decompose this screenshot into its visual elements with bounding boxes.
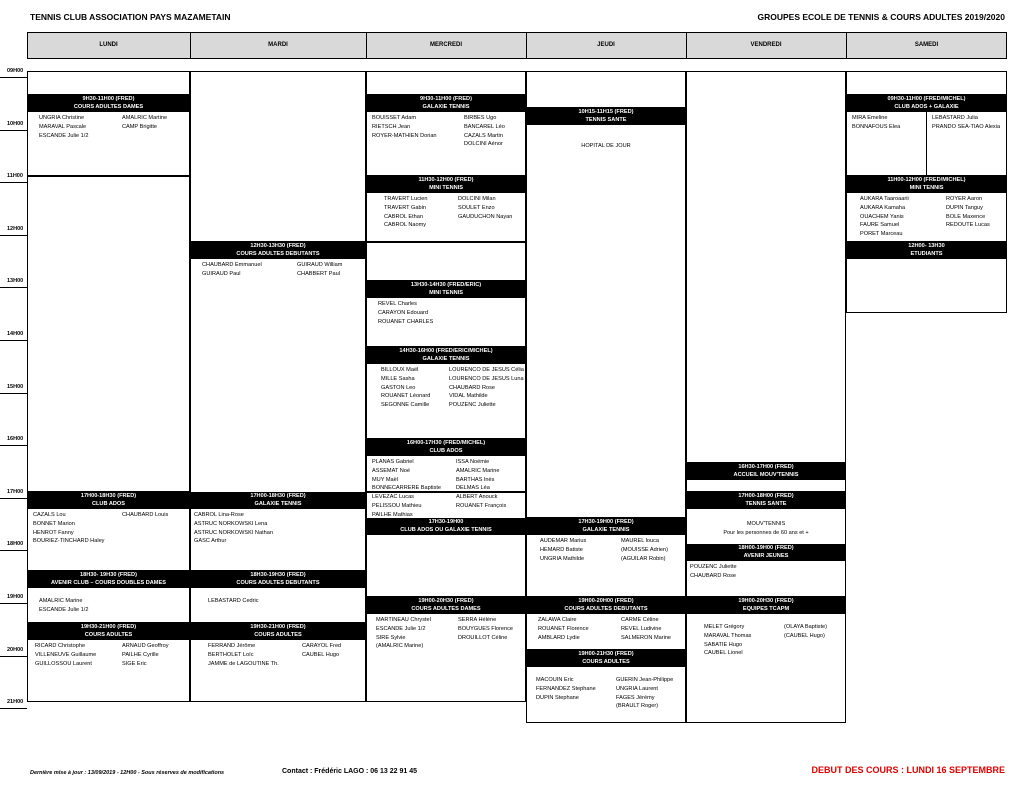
member-name: MAUREL louca [621,538,660,544]
member-name: BOLE Maxence [946,213,986,220]
hour-label: 11H00 [7,173,23,180]
member-name: AMALRIC Marine [39,598,83,604]
day-label-vendredi: VENDREDI [750,42,782,48]
member-name: BOUYGUES Florence [458,625,514,632]
member-name: VIDAL Mathilde [449,393,488,400]
member-name: ESCANDE Julie 1/2 [376,625,426,632]
hour-label: 12H00 [7,225,24,232]
mercredi-galaxie-tennis-2-time: 14H30-16H00 (FRED/ERIC/MICHEL) [366,347,526,355]
update-note: Dernière mise à jour : 13/09/2019 - 12H00 - Sous réserves de modifications [30,770,225,776]
column-divider [926,112,927,176]
member-name: GASC Arthur [194,538,227,545]
member-name: PRANDO SEA-TIAO Alexia [932,123,1001,130]
member-name: DELMAS Léa [456,485,490,492]
member-name: DUPIN Stephane [536,694,579,701]
hour-tick [0,708,27,709]
member-name: BONNET Marion [33,520,75,527]
member-name: GAUDUCHON Nayan [458,213,513,220]
mardi-cours-adultes-time: 19H30-21H00 (FRED) [190,623,366,631]
vendredi-equipes-tcapm-title: EQUIPES TCAPM [686,605,846,614]
day-separator [366,32,367,59]
member-name: GASTON Leo [381,384,416,391]
member-name: CABROL Lina-Rose [194,512,244,518]
hour-label: 20H00 [7,646,24,653]
member-name: DOLCINI Aénor [464,141,503,148]
vendredi-accueil-mouv-tennis-title: ACCUEIL MOUV'TENNIS [686,471,846,480]
member-name: RICARD Christophe [35,643,86,649]
member-name: CABROL Naomy [384,222,427,229]
member-name: PLANAS Gabriel [372,459,414,465]
vendredi-equipes-tcapm-time: 19H00-20H30 (FRED) [686,597,846,605]
member-name: VILLENEUVE Guillaume [35,651,97,658]
age-note: Pour les personnes de 60 ans et + [723,530,809,536]
member-name: CAMP Brigitte [122,123,158,130]
member-name: FERRAND Jérôme [208,643,256,649]
member-name: ESCANDE Julie 1/2 [39,606,89,613]
member-name: ESCANDE Julie 1/2 [39,132,89,139]
day-label-jeudi: JEUDI [597,42,615,48]
member-name: UNGRIA Laurent [616,685,658,692]
member-name: PAILHE Cyrille [122,651,159,658]
hour-label: 15H00 [7,383,24,390]
samedi-mini-tennis-title: MINI TENNIS [846,184,1007,193]
mercredi-club-ados-ou-galaxie-title: CLUB ADOS OU GALAXIE TENNIS [366,526,526,535]
hour-label: 14H00 [7,331,24,337]
mardi-galaxie-tennis-time: 17H00-18H30 (FRED) [190,492,366,500]
mercredi-mini-tennis-time: 11H30-12H00 (FRED) [366,176,526,184]
hour-tick [0,498,27,499]
lundi-cours-adultes-dames-title: COURS ADULTES DAMES [27,103,190,112]
jeudi-cours-adultes-title: COURS ADULTES [526,658,686,667]
empty-slot [526,71,686,108]
member-name: MUY Maël [372,476,399,483]
member-name: HEMARD Batiste [540,546,583,553]
member-name: ARNAUD Geoffroy [122,643,169,649]
hour-tick [0,550,27,551]
samedi-club-ados-galaxie-title: CLUB ADOS + GALAXIE [846,103,1007,112]
member-name: CARAYOL Fred [302,643,342,649]
mercredi-galaxie-tennis-2-title: GALAXIE TENNIS [366,355,526,364]
member-name: BILLOUX Maël [381,367,419,373]
samedi-etudiants-title: ETUDIANTS [846,250,1007,259]
member-name: ROYER Aaron [946,196,983,202]
member-name: BERTHOLET Loïc [208,651,254,658]
member-name: BOUISSET Adam [372,115,417,121]
member-name: TRAVERT Gabin [384,204,426,211]
member-name: CHAUBARD Rose [690,572,737,579]
mouv-tennis-note: MOUV'TENNIS [746,521,786,527]
member-name: BANCAREL Léo [464,123,505,130]
member-name: FAGES Jérémy [616,694,655,701]
vendredi-accueil-mouv-tennis-time: 16H30-17H00 (FRED) [686,463,846,471]
hour-tick [0,77,27,78]
member-name: MACOUIN Eric [536,677,574,683]
member-name: CHABBERT Paul [297,270,341,277]
hour-tick [0,287,27,288]
member-name: MARAVAL Thomas [704,632,752,639]
empty-slot [686,71,846,463]
member-name: CARME Céline [621,617,659,623]
mardi-cours-adultes-debutants-2-title: COURS ADULTES DEBUTANTS [190,579,366,588]
hour-tick [0,340,27,341]
member-name: AUKARA Taaroaarii [860,196,909,202]
slot-vendredi-4 [686,597,846,723]
member-name: OUACHEM Yanis [860,213,904,220]
lundi-cours-adultes-title: COURS ADULTES [27,631,190,640]
member-name: FAURE Samuel [860,222,900,229]
slot-jeudi-1 [526,108,686,518]
member-name: ASTRUC NORKOWSKI Lena [194,520,268,527]
member-name: SEGONNE Camille [381,402,430,409]
member-name: POUZENC Juliette [449,402,496,409]
member-name: BONNAFOUS Elea [852,123,901,130]
member-name: ROUANET CHARLES [378,318,434,325]
lundi-cours-adultes-dames-time: 9H30-11H00 (FRED) [27,95,190,103]
mardi-cours-adultes-debutants-2-time: 18H30-19H30 (FRED) [190,571,366,579]
mardi-cours-adultes-debutants-title: COURS ADULTES DEBUTANTS [190,250,366,259]
empty-slot [366,71,526,95]
mercredi-club-ados-ou-galaxie-time: 17H30-19H00 [366,518,526,526]
member-name: MARTINEAU Chrystel [376,617,431,623]
empty-slot [366,242,526,281]
member-name: FERNANDEZ Stephane [536,685,596,692]
member-name: CHAUBARD Louis [122,512,169,518]
member-name: (OLAYA Baptiste) [784,624,828,630]
mercredi-mini-tennis-2-title: MINI TENNIS [366,289,526,298]
jeudi-tennis-sante-time: 10H15-11H15 (FRED) [526,108,686,116]
member-name: MILLE Sasha [381,375,415,382]
member-name: ASSEMAT Noé [372,467,411,474]
course-start-notice: DEBUT DES COURS : LUNDI 16 SEPTEMBRE [811,765,1005,775]
member-name: UNGRIA Christine [39,115,85,121]
member-name: ROUANET Léonard [381,393,431,400]
member-name: CHAUBARD Rose [449,384,496,391]
member-name: AMALRIC Martine [122,115,168,121]
member-name: UNGRIA Mathilde [540,555,585,562]
mardi-cours-adultes-debutants-time: 12H30-13H30 (FRED) [190,242,366,250]
lundi-avenir-club-time: 18H30- 19H30 (FRED) [27,571,190,579]
contact-info: Contact : Frédéric LAGO : 06 13 22 91 45 [282,768,417,775]
day-separator [190,32,191,59]
member-name: ALBERT Anouck [456,494,498,501]
day-separator [846,32,847,59]
jeudi-galaxie-tennis-title: GALAXIE TENNIS [526,526,686,535]
member-name: SIGE Eric [122,660,147,667]
member-name: PAILHE Mathias [372,511,413,518]
mercredi-galaxie-tennis-time: 9H30-11H00 (FRED) [366,95,526,103]
member-name: DOLCINI Milan [458,196,496,202]
club-name: TENNIS CLUB ASSOCIATION PAYS MAZAMETAIN [30,12,231,22]
empty-slot [27,176,190,492]
mercredi-club-ados-title: CLUB ADOS [366,447,526,456]
member-name: BIRBES Ugo [464,115,497,121]
member-name: ROUANET Florence [538,625,589,632]
mercredi-galaxie-tennis-title: GALAXIE TENNIS [366,103,526,112]
member-name: LEBASTARD Julia [932,115,978,121]
vendredi-tennis-sante-time: 17H00-18H00 (FRED) [686,492,846,500]
member-name: MIRA Emeline [852,115,888,121]
member-name: CHAUBARD Emmanuel [202,262,262,268]
hour-label: 21H00 [7,699,24,706]
document-title: GROUPES ECOLE DE TENNIS & COURS ADULTES 2019/2020 [757,12,1005,22]
day-label-samedi: SAMEDI [914,42,939,48]
member-name: GUIRAUD William [297,262,343,268]
member-name: AMALRIC Marine [456,467,500,474]
member-name: DROUILLOT Céline [458,634,508,641]
member-name: POUZENC Juliette [690,564,737,570]
lundi-cours-adultes-time: 19H30-21H00 (FRED) [27,623,190,631]
hour-label: 09H00 [7,68,24,74]
jeudi-tennis-sante-title: TENNIS SANTE [526,116,686,125]
member-name: (MOUISSE Adrien) [621,546,668,553]
empty-slot [190,71,366,242]
member-name: GUILLOSSOU Laurent [35,660,92,667]
hour-tick [0,393,27,394]
member-name: HENROT Fanny [33,529,74,536]
hour-label: 17H00 [7,488,24,495]
member-name: SOULET Enzo [458,204,495,211]
hour-label: 16H00 [7,436,24,443]
member-name: SIRE Sylvie [376,634,406,641]
member-name: CAZALS Lou [33,512,66,518]
jeudi-cours-adultes-time: 19H00-21H30 (FRED) [526,650,686,658]
member-name: (AGUILAR Robin) [621,555,666,562]
member-name: TRAVERT Lucien [384,196,428,202]
member-name: REVEL Charles [378,301,417,307]
lundi-club-ados-title: CLUB ADOS [27,500,190,509]
mardi-galaxie-tennis-title: GALAXIE TENNIS [190,500,366,509]
lundi-avenir-club-title: AVENIR CLUB – COURS DOUBLES DAMES [27,579,190,588]
member-name: RIETSCH Jean [372,123,411,130]
day-label-lundi: LUNDI [99,42,118,48]
hour-tick [0,182,27,183]
member-name: LEVEZAC Lucas [372,494,414,501]
empty-slot [27,71,190,95]
member-name: JAMME de LAGOUTINE Th. [208,660,279,667]
hour-tick [0,130,27,131]
empty-slot [846,71,1007,95]
member-name: SABATIE Hugo [704,641,743,648]
jeudi-cours-adultes-debutants-title: COURS ADULTES DEBUTANTS [526,605,686,614]
hour-tick [0,445,27,446]
member-name: LOURENCO DE JESUS Luna [449,375,524,382]
hospital-note: HOPITAL DE JOUR [581,143,631,149]
member-name: PORET Marceau [860,231,903,238]
member-name: CAUBEL Hugo [302,651,340,658]
hour-tick [0,603,27,604]
hour-label: 13H00 [7,278,24,285]
day-separator [526,32,527,59]
hour-label: 18H00 [7,541,24,548]
mardi-cours-adultes-title: COURS ADULTES [190,631,366,640]
mercredi-cours-adultes-dames-time: 19H00-20H30 (FRED) [366,597,526,605]
member-name: DUPIN Tanguy [946,204,983,211]
member-name: CAZALS Martin [464,132,503,139]
member-name: (BRAULT Roger) [616,703,659,710]
member-name: CARAYON Edouard [378,309,428,316]
day-label-mercredi: MERCREDI [429,42,462,48]
member-name: ASTRUC NORKOWSKI Nathan [194,529,273,536]
hour-tick [0,235,27,236]
day-separator [686,32,687,59]
member-name: LOURENCO DE JESUS Célia [449,367,524,373]
hour-label: 10H00 [7,120,24,127]
member-name: PELISSOU Mathieu [372,503,422,509]
member-name: CABROL Ethan [384,213,423,220]
mercredi-cours-adultes-dames-title: COURS ADULTES DAMES [366,605,526,614]
samedi-etudiants-time: 12H00- 13H30 [846,242,1007,250]
member-name: SALMERON Marine [621,634,672,641]
member-name: ZALAWA Claire [538,617,577,623]
mercredi-mini-tennis-2-time: 13H30-14H30 (FRED/ERIC) [366,281,526,289]
member-name: CAUBEL Lionel [704,650,743,657]
member-name: MARAVAL Pascale [39,123,87,130]
member-name: GUIRAUD Paul [202,270,241,277]
member-name: REVEL Ludivine [621,625,662,632]
vendredi-avenir-jeunes-time: 18H00-19H00 (FRED) [686,544,846,552]
member-name: MELET Grégory [704,624,745,630]
member-name: SERRA Hélène [458,617,497,623]
member-name: ROUANET François [456,503,507,509]
jeudi-galaxie-tennis-time: 17H30-19H00 (FRED) [526,518,686,526]
vendredi-avenir-jeunes-title: AVENIR JEUNES [686,552,846,561]
member-name: ISSA Noémie [456,459,490,465]
member-name: AMBLARD Lydie [538,634,580,641]
lundi-club-ados-time: 17H00-18H30 (FRED) [27,492,190,500]
member-name: AUDEMAR Marius [540,538,587,544]
member-name: AUKARA Kamaha [860,204,906,211]
member-name: REDOUTE Lucas [946,222,990,229]
member-name: (AMALRIC Marine) [376,643,424,650]
jeudi-cours-adultes-debutants-time: 19H00-20H00 (FRED) [526,597,686,605]
mercredi-mini-tennis-title: MINI TENNIS [366,184,526,193]
samedi-mini-tennis-time: 11H00-12H00 (FRED/MICHEL) [846,176,1007,184]
day-label-mardi: MARDI [268,42,288,48]
member-name: BOURIEZ-TINCHARD Haley [33,538,105,545]
vendredi-tennis-sante-title: TENNIS SANTE [686,500,846,509]
member-name: (CAUBEL Hugo) [784,632,825,639]
member-name: GUERIN Jean-Philippe [616,677,674,683]
member-name: BARTHAS Inès [456,476,495,483]
member-name: BONNECARRERE Baptiste [372,485,442,492]
samedi-club-ados-galaxie-time: 09H30-11H00 (FRED/MICHEL) [846,95,1007,103]
hour-label: 19H00 [7,594,24,600]
mercredi-club-ados-time: 16H00-17H30 (FRED/MICHEL) [366,439,526,447]
member-name: ROYER-MATHIEN Dorian [372,132,437,139]
hour-tick [0,656,27,657]
member-name: LEBASTARD Cedric [208,598,259,604]
